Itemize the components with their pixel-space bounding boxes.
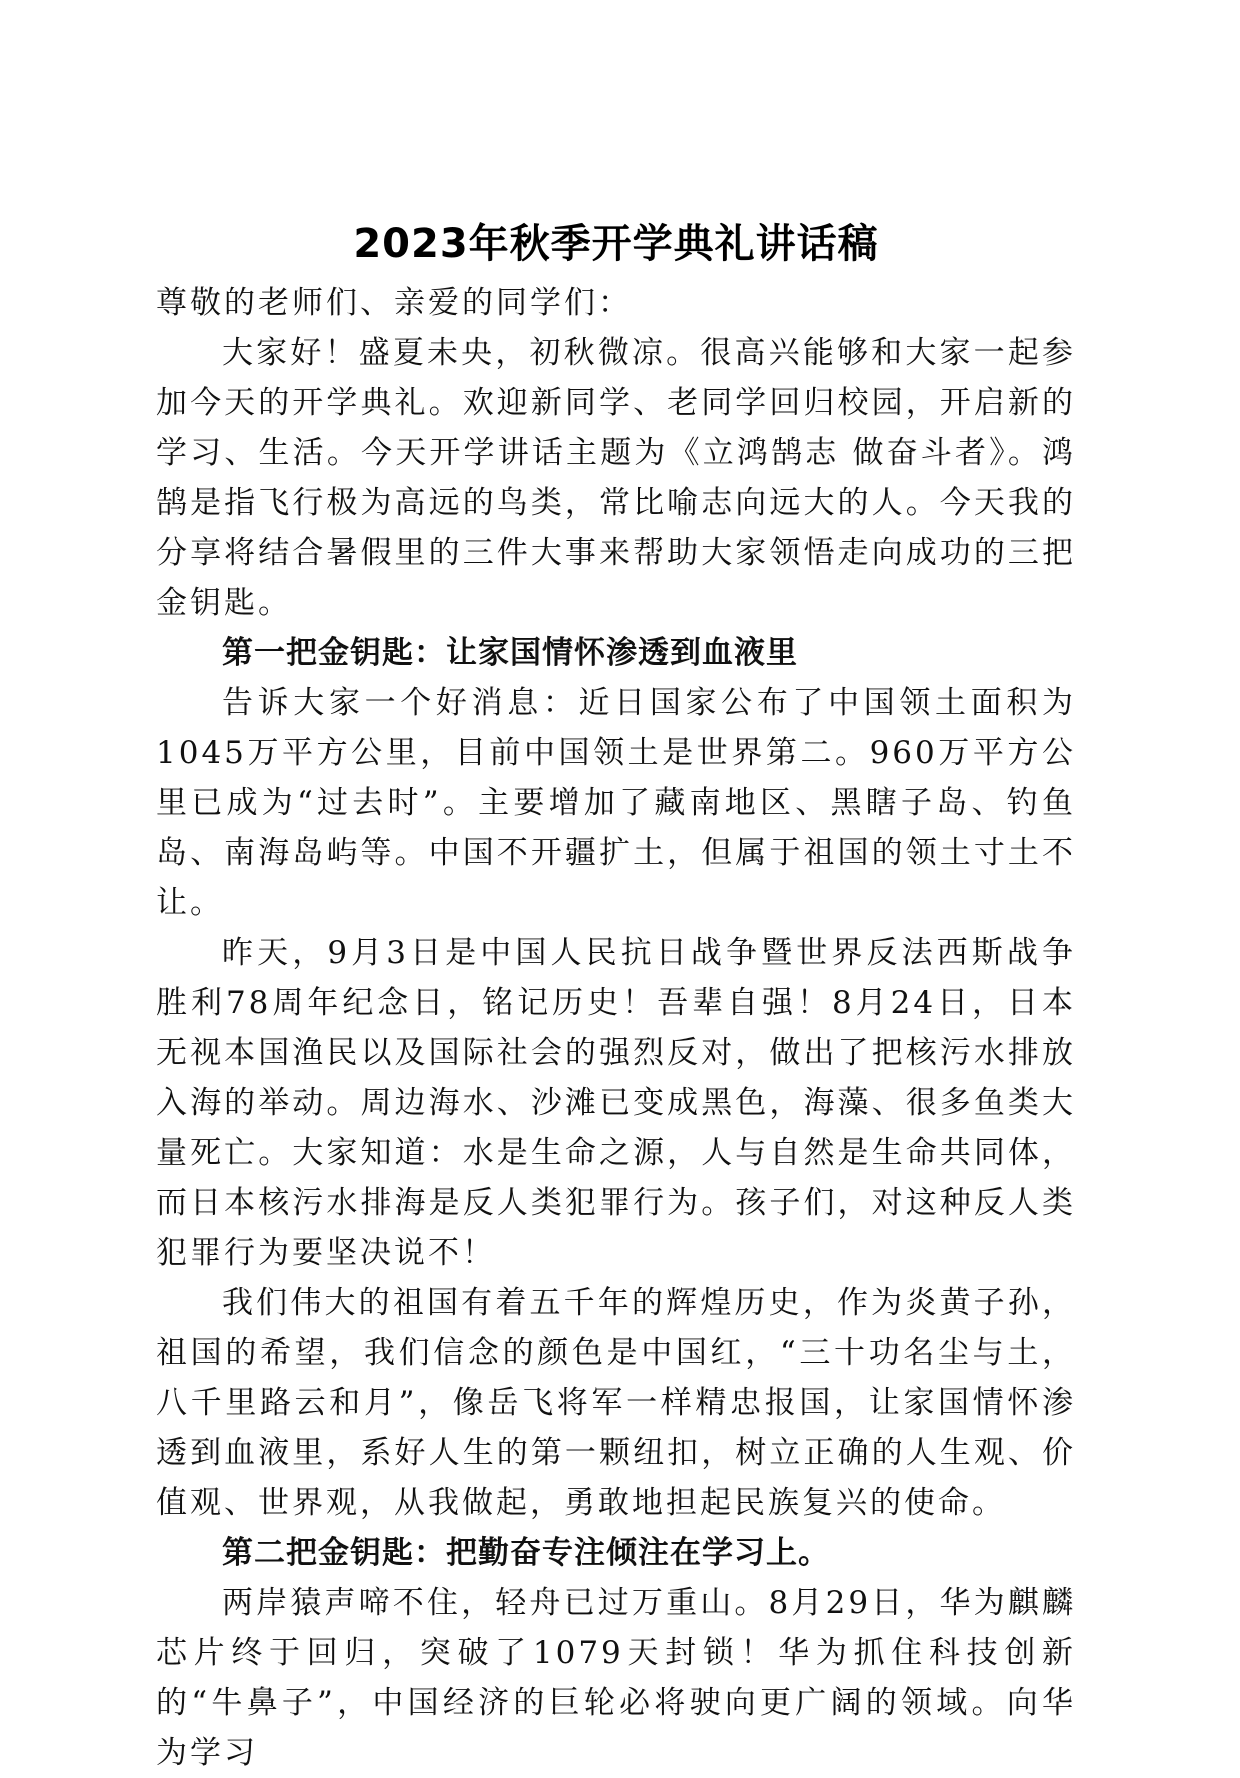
paragraph-anniversary: 昨天，9月3日是中国人民抗日战争暨世界反法西斯战争胜利78周年纪念日，铭记历史！吾辈自强！8月24日，日本无视本国渔民以及国际社会的强烈反对，做出了把核污水排放入海的举动。周边海水、沙滩已变成黑色，海藻、很多鱼类大量死亡。大家知道：水是生命之源，人与自然是生命共同体，而日本核污水排海是反人类犯罪行为。孩子们，对这种反人类犯罪行为要坚决说不！ (156, 935, 1076, 1271)
paragraph-huawei: 两岸猿声啼不住，轻舟已过万重山。8月29日，华为麒麟芯片终于回归，突破了1079天封锁！华为抓住科技创新的“牛鼻子”，中国经济的巨轮必将驶向更广阔的领域。向华为学习 (156, 1585, 1076, 1771)
paragraph-motherland: 我们伟大的祖国有着五千年的辉煌历史，作为炎黄子孙，祖国的希望，我们信念的颜色是中国红，“三十功名尘与土，八千里路云和月”，像岳飞将军一样精忠报国，让家国情怀渗透到血液里，系好人生的第一颗纽扣，树立正确的人生观、价值观、世界观，从我做起，勇敢地担起民族复兴的使命。 (156, 1285, 1076, 1521)
salutation: 尊敬的老师们、亲爱的同学们： (156, 285, 632, 321)
document-title: 2023年秋季开学典礼讲话稿 (353, 221, 879, 267)
section-heading-first-key: 第一把金钥匙：让家国情怀渗透到血液里 (222, 635, 798, 671)
paragraph-greeting: 大家好！盛夏未央，初秋微凉。很高兴能够和大家一起参加今天的开学典礼。欢迎新同学、老同学回归校园，开启新的学习、生活。今天开学讲话主题为《立鸿鹄志 做奋斗者》。鸿鹄是指飞行极为高远的鸟类，常比喻志向远大的人。今天我的分享将结合暑假里的三件大事来帮助大家领悟走向成功的三把金钥匙。 (156, 335, 1076, 621)
document-body (156, 214, 1076, 1778)
section-heading-second-key: 第二把金钥匙：把勤奋专注倾注在学习上。 (222, 1535, 830, 1571)
paragraph-territory: 告诉大家一个好消息：近日国家公布了中国领土面积为1045万平方公里，目前中国领土是世界第二。960万平方公里已成为“过去时”。主要增加了藏南地区、黑瞎子岛、钓鱼岛、南海岛屿等。中国不开疆扩土，但属于祖国的领土寸土不让。 (156, 685, 1076, 921)
